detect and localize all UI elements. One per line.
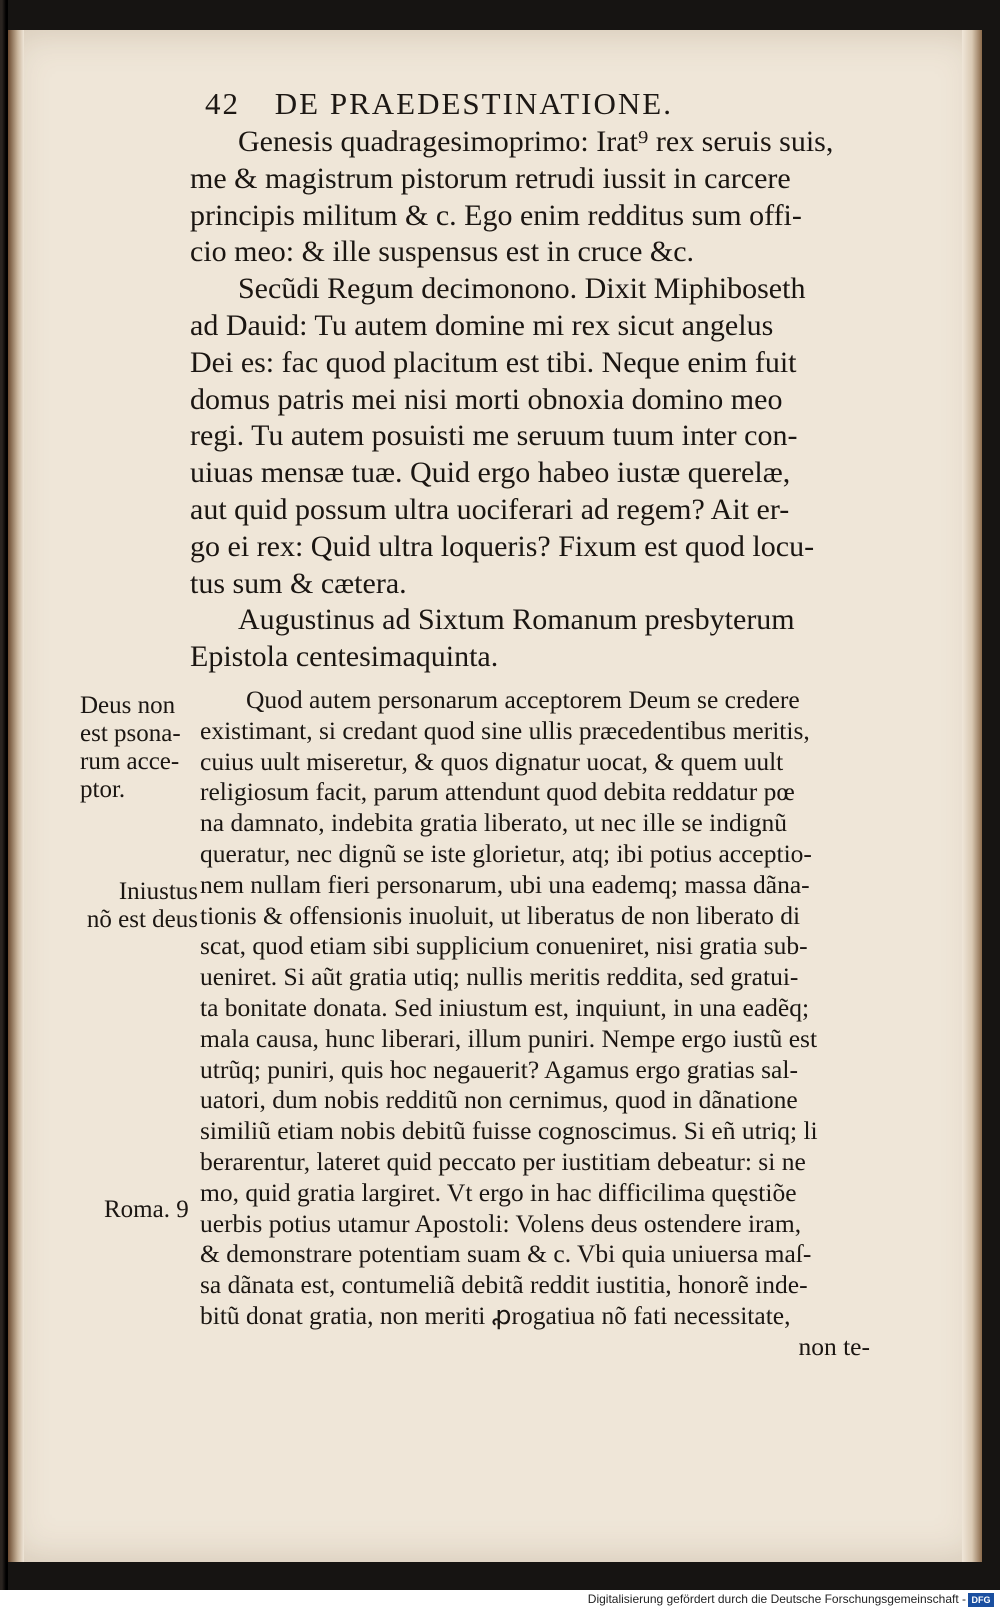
text-line: mo, quid gratia largiret. Vt ergo in hac difficilima quęstiõe: [200, 1177, 797, 1207]
text-line: domus patris mei nisi morti obnoxia domino meo: [190, 382, 783, 416]
text-line: cio meo: & ille suspensus est in cruce &c.: [190, 235, 695, 269]
text-line: existimant, si credant quod sine ullis præcedentibus meritis,: [200, 715, 810, 745]
margin-note-deus-non-est-personarum-acceptor: [80, 692, 181, 804]
text-line: ad Dauid: Tu autem domine mi rex sicut angelus: [190, 308, 774, 342]
text-line: Quod autem personarum acceptorem Deum se credere: [246, 685, 800, 714]
margin-note-line: Roma. 9: [104, 1196, 189, 1223]
text-line: uatori, dum nobis redditũ non cernimus, quod in dãnatione: [200, 1085, 798, 1115]
running-head-title: DE PRAEDESTINATIONE.: [274, 86, 673, 121]
text-line: Dei es: fac quod placitum est tibi. Neque enim fuit: [190, 345, 797, 379]
margin-note-roma-9: [104, 1196, 189, 1224]
margin-note-line: Iniustus: [118, 878, 198, 905]
margin-note-line: rum acce-: [80, 748, 180, 775]
text-line: ueniret. Si aũt gratia utiq; nullis meritis reddita, sed gratui-: [200, 962, 799, 992]
text-line: religiosum facit, parum attendunt quod debita reddatur pœ: [200, 777, 795, 807]
text-line: na damnato, indebita gratia liberato, ut nec ille se indignũ: [200, 808, 788, 838]
margin-note-line: nõ est deus: [86, 906, 198, 933]
dfg-logo: DFG: [968, 1593, 994, 1607]
text-line: tus sum & cætera.: [190, 566, 407, 600]
page-gutter-left: [8, 30, 24, 1562]
quotation-text-block: [200, 685, 940, 1363]
text-line: ta bonitate donata. Sed iniustum est, inquiunt, in una eadẽq;: [200, 992, 810, 1022]
text-line: uiuas mensæ tuæ. Quid ergo habeo iustæ querelæ,: [190, 456, 791, 490]
text-line: berarentur, lateret quid peccato per iustitiam debeatur: si ne: [200, 1146, 806, 1176]
page-number: 42: [205, 86, 240, 121]
text-line: cuius uult miseretur, & quos dignatur uocat, & quem uult: [200, 746, 784, 776]
text-line: Augustinus ad Sixtum Romanum presbyterum: [238, 603, 795, 637]
text-line: go ei rex: Quid ultra loqueris? Fixum est quod locu-: [190, 529, 815, 563]
text-line: & demonstrare potentiam suam & c. Vbi quia uniuersa maſ-: [200, 1239, 812, 1269]
text-line: utrũq; puniri, quis hoc negauerit? Agamus ergo gratias sal-: [200, 1054, 798, 1084]
text-line: Genesis quadragesimoprimo: Irat⁹ rex seruis suis,: [238, 125, 834, 158]
margin-note-line: Deus non: [80, 692, 176, 719]
margin-note-line: est psona-: [80, 720, 181, 747]
margin-note-line: ptor.: [80, 776, 126, 803]
margin-note-iniustus-non-est-deus: [78, 878, 198, 934]
text-line: aut quid possum ultra uociferari ad regem? Ait er-: [190, 492, 790, 526]
text-line: Secũdi Regum decimonono. Dixit Miphiboseth: [238, 272, 806, 306]
text-line: mala causa, hunc liberari, illum puniri. Nempe ergo iustũ est: [200, 1023, 818, 1053]
text-line: bitũ donat gratia, non meriti ꝓrogatiua nõ fati necessitate,: [200, 1300, 791, 1330]
text-line: regi. Tu autem posuisti me seruum tuum inter con-: [190, 419, 798, 453]
text-line: nem nullam fieri personarum, ubi una eademq; massa dãna-: [200, 869, 810, 899]
text-line: tionis & offensionis inuoluit, ut liberatus de non liberato di: [200, 900, 801, 930]
text-line: non te-: [798, 1331, 870, 1361]
running-header: [205, 86, 835, 126]
text-line: queratur, nec dignũ se iste glorietur, atq; ibi potius acceptio-: [200, 838, 812, 868]
text-line: similiũ etiam nobis debitũ fuisse cognoscimus. Si eñ utriq; li: [200, 1116, 818, 1146]
text-line: me & magistrum pistorum retrudi iussit in carcere: [190, 161, 791, 195]
text-line: scat, quod etiam sibi supplicium conueniret, nisi gratia sub-: [200, 931, 808, 961]
text-line: principis militum & c. Ego enim redditus sum offi-: [190, 198, 802, 232]
digitization-credit: Digitalisierung gefördert durch die Deutsche Forschungsgemeinschaft -: [587, 1592, 966, 1606]
text-line: Epistola centesimaquinta.: [190, 640, 499, 674]
page-edge-right: [962, 30, 982, 1562]
text-line: sa dãnata est, contumeliã debitã reddit iustitia, honorẽ inde-: [200, 1270, 808, 1300]
main-text-block: [190, 124, 930, 676]
text-line: uerbis potius utamur Apostoli: Volens deus ostendere iram,: [200, 1208, 802, 1238]
